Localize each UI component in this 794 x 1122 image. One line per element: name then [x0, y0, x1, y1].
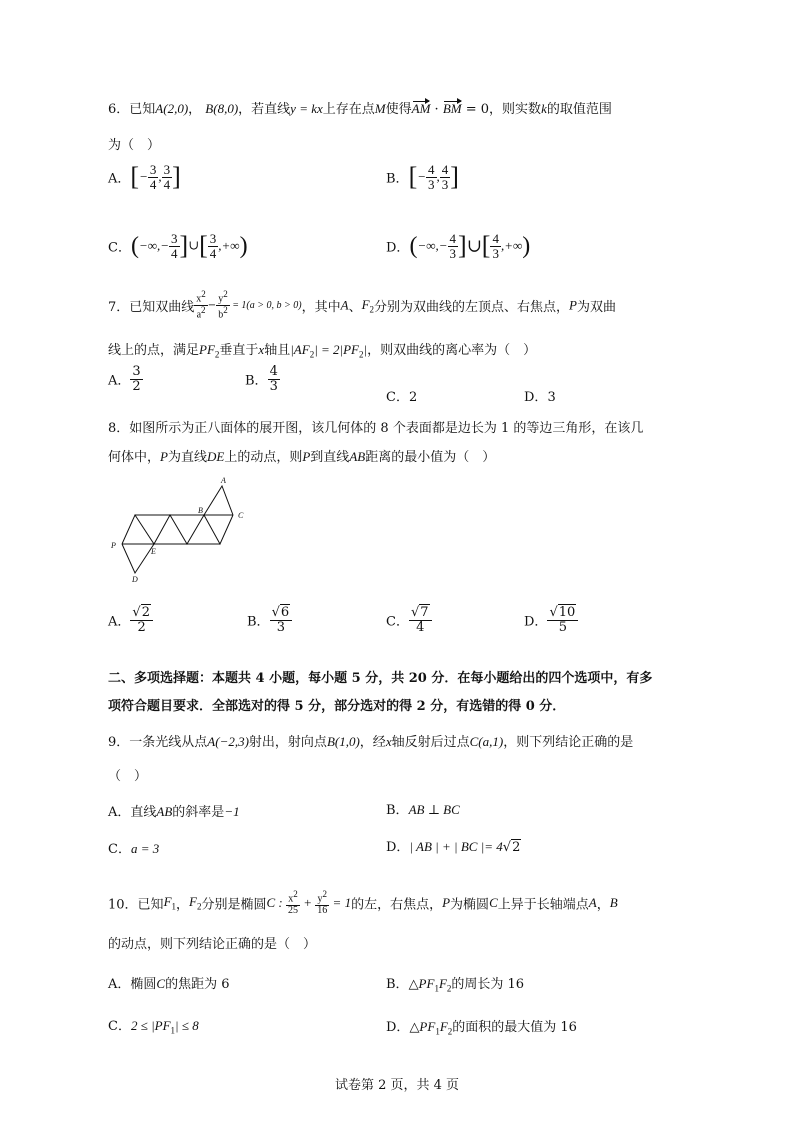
q6-opt-a-label: A． — [108, 171, 131, 187]
q10-colon: : — [275, 895, 287, 911]
paren-open-icon: ( — [130, 233, 139, 260]
q10-option-d[interactable] — [386, 1016, 577, 1037]
q7-opt-b-label: B． — [245, 373, 268, 389]
q8-stem-line1 — [108, 417, 643, 436]
q8-p2: P — [302, 449, 311, 464]
q7-opt-d: 3 — [547, 390, 556, 405]
q8-opt-d-label: D． — [524, 614, 548, 630]
q6-opt-c-union: ∪ — [188, 238, 200, 254]
q6-opt-c-label: C． — [108, 240, 131, 256]
q6-option-d[interactable] — [386, 232, 530, 260]
q6-number: 6． — [108, 102, 130, 117]
q9-option-d[interactable] — [386, 836, 521, 855]
q10-opt-d-tri: $\triangle PF_1F_2$ — [409, 1019, 453, 1037]
q7-cond-eq: = 1(a > 0, b > 0) — [229, 299, 302, 311]
q6-opt-d-comma: , — [435, 238, 439, 254]
q7-x-frac: $\frac{x^2}{a^2}$ — [196, 289, 206, 321]
q9-option-c[interactable] — [108, 838, 159, 857]
q10-opt-a-pre: 椭圆 — [130, 977, 157, 992]
q6-stem-line2: 为（ ） — [108, 138, 161, 153]
fig-label-p: P — [111, 541, 116, 550]
q6-mid1: ，若直线 — [238, 102, 291, 117]
q10-comma: ， — [596, 897, 610, 913]
q6-opt-d-union: ∪ — [466, 235, 482, 257]
q9-mid2: ，经 — [359, 735, 386, 750]
q6-opt-c-posinf: +∞ — [221, 238, 240, 254]
q7-sep: 、 — [348, 299, 362, 315]
q10-number: 10． — [108, 897, 138, 913]
q10-f1: $F_1$ — [163, 894, 177, 912]
q6-opt-c-frac2: $\frac{3}{4}$ — [209, 231, 217, 261]
q6-mid2: 上存在点 — [322, 102, 375, 117]
q10-y-frac: $\frac{y^2}{16}$ — [317, 889, 328, 916]
q8-p: P — [160, 449, 168, 464]
q9-opt-d-pre: | AB | + | BC |= 4 — [409, 839, 503, 854]
fig-label-b: B — [198, 506, 203, 515]
q10-mid3: 为椭圆 — [450, 897, 490, 913]
q6-line: y = kx — [290, 101, 323, 116]
q6-opt-a-comma: , — [158, 169, 162, 185]
q8-mid1: 为直线 — [167, 450, 207, 465]
q6-vec-bm: BM — [442, 101, 462, 116]
q7-opt-b-frac: $\frac{4}{3}$ — [269, 364, 278, 394]
q10-mid4: 上异于长轴端点 — [497, 897, 589, 913]
q8-de: DE — [206, 449, 225, 464]
q6-opt-a-minus: − — [139, 169, 148, 185]
q7-opt-d-label: D． — [524, 390, 548, 405]
q10-pre: 已知 — [137, 897, 164, 913]
q9-opt-a-post: 的斜率是 — [172, 805, 225, 820]
q8-option-c[interactable] — [386, 606, 432, 634]
q10-opt-a-post: 的焦距为 6 — [165, 977, 230, 992]
q9-opt-b-label: B． — [386, 803, 409, 818]
q10-option-b[interactable] — [386, 973, 524, 994]
q8-mid2: 上的动点，则 — [224, 450, 303, 465]
q8-line2-pre: 何体中， — [108, 450, 161, 465]
q6-opt-b-minus: − — [417, 169, 427, 185]
q7-stem-line1: 7．已知双曲线 $\frac{x^2}{a^2}$ − $\frac{y^2}{b^2}$ = 1(a > 0, b > 0)，其中A、$F_2$分别为双曲线的左顶点、右焦点，P为双曲 — [108, 289, 617, 321]
q7-mid1: ，其中 — [301, 299, 341, 315]
q8-option-b[interactable] — [247, 606, 292, 634]
q6-opt-c-minus: − — [160, 238, 170, 254]
q6-point-b: B(8,0) — [205, 101, 239, 116]
q10-stem-line2: 的动点，则下列结论正确的是（ ） — [108, 937, 317, 952]
q7-opt-c-label: C． — [386, 390, 409, 405]
q10-opt-c: $2 \le |PF_1| \le 8$ — [130, 1018, 199, 1036]
q7-opt-a-label: A． — [108, 373, 131, 389]
q7-option-a[interactable] — [108, 365, 143, 393]
fig-label-d: D — [132, 575, 138, 584]
q7-number: 7． — [108, 299, 130, 315]
q8-stem-line2 — [108, 446, 495, 465]
q7-cond: $|AF_2| = 2|PF_2|$ — [290, 342, 368, 360]
q9-option-a[interactable] — [108, 801, 240, 820]
q9-opt-a-label: A． — [108, 805, 131, 820]
q9-option-b[interactable] — [386, 799, 460, 818]
q10-opt-c-label: C． — [108, 1019, 131, 1034]
q9-opt-a-pre: 直线 — [130, 805, 157, 820]
section2-line2: 项符合题目要求．全部选对的得 5 分，部分选对的得 2 分，有选错的得 0 分． — [108, 699, 566, 714]
q9-tail: ，则下列结论正确的是 — [503, 735, 634, 750]
q8-mid3: 到直线 — [310, 450, 350, 465]
q8-opt-a-frac: $\frac{√2}{2}$ — [130, 606, 153, 634]
q9-opt-d-sqrt: √2 — [502, 840, 521, 855]
q7-opt-c: 2 — [408, 390, 418, 405]
q7-f2: $F_2$ — [361, 296, 375, 315]
q7-line2-pre: 线上的点，满足 — [108, 343, 200, 358]
bracket-close-icon: ] — [172, 162, 181, 192]
q7-opt-a-frac: $\frac{3}{2}$ — [132, 364, 141, 394]
q9-opt-d-label: D． — [386, 840, 410, 855]
q10-x-frac: $\frac{x^2}{25}$ — [288, 889, 299, 916]
q6-tail: 的取值范围 — [546, 102, 612, 117]
q6-eq0: = 0 — [461, 102, 490, 117]
q7-option-d[interactable] — [524, 386, 556, 405]
q6-mid4: ，则实数 — [489, 102, 542, 117]
q6-opt-b-frac2: $\frac{4}{3}$ — [441, 162, 449, 192]
q6-opt-d-minus: − — [438, 238, 448, 254]
q10-option-c[interactable] — [108, 1015, 199, 1036]
q10-plus: + — [300, 895, 316, 911]
q7-mid2: 分别为双曲线的左顶点、右焦点， — [374, 299, 570, 315]
q6-opt-a-frac2: $\frac{3}{4}$ — [163, 162, 171, 192]
q10-opt-a-label: A． — [108, 977, 131, 992]
q9-opt-c: a = 3 — [130, 841, 160, 856]
paren-close-icon: ) — [522, 233, 531, 260]
q10-stem-line1 — [108, 890, 618, 916]
q10-opt-a-c: C — [156, 976, 166, 991]
fig-label-c: C — [238, 511, 244, 520]
q10-a: A — [588, 895, 597, 911]
fig-label-e: E — [151, 547, 156, 556]
bracket-open-icon: [ — [408, 162, 418, 192]
bracket-close-icon: ] — [450, 162, 459, 192]
q6-opt-d-frac1: $\frac{4}{3}$ — [449, 231, 457, 261]
q10-c: C — [266, 895, 276, 911]
q8-line1: 如图所示为正八面体的展开图，该几何体的 8 个表面都是边长为 1 的等边三角形，在该几 — [129, 421, 644, 436]
q8-tail: 距离的最小值为（ ） — [365, 450, 496, 465]
q9-opt-a-ab: AB — [156, 804, 173, 819]
q7-axis: 轴且 — [264, 343, 291, 358]
q10-opt-b-post: 的周长为 16 — [451, 977, 525, 992]
paren-close-icon: ) — [239, 233, 248, 260]
q7-x: x — [258, 342, 265, 357]
q6-dot: · — [430, 102, 443, 117]
q10-f2: $F_2$ — [189, 894, 202, 912]
q9-point-c: C(a,1) — [469, 734, 504, 749]
q8-number: 8． — [108, 421, 130, 436]
paren-open-icon: ( — [409, 233, 418, 260]
q7-option-c[interactable] — [386, 386, 417, 405]
q9-mid1: 射出，射向点 — [248, 735, 327, 750]
q7-tail: ，则双曲线的离心率为（ ） — [367, 343, 537, 358]
q10-c2: C — [489, 895, 498, 911]
q6-opt-d-neginf: −∞ — [417, 238, 436, 254]
q10-opt-d-label: D． — [386, 1020, 410, 1035]
q9-number: 9． — [108, 735, 130, 750]
q10-opt-d-post: 的面积的最大值为 16 — [452, 1020, 577, 1035]
q9-opt-a-val: −1 — [224, 804, 240, 819]
q7-p: P — [569, 297, 577, 313]
section2-line1: 二、多项选择题：本题共 4 小题，每小题 5 分，共 20 分．在每小题给出的四个选项中，有多 — [108, 671, 653, 686]
q8-opt-a-label: A． — [108, 614, 131, 630]
q9-point-a: A(−2,3) — [207, 734, 249, 749]
q10-mid1: 分别是椭圆 — [201, 897, 267, 913]
q6-opt-b-comma: , — [436, 169, 440, 185]
q7-y-frac: $\frac{y^2}{b^2}$ — [218, 289, 228, 321]
q6-pre: 已知 — [129, 102, 156, 117]
q6-k: k — [541, 101, 547, 116]
q6-vec-am: AM — [411, 101, 431, 116]
q6-opt-c-comma2: , — [218, 238, 222, 254]
q6-stem-line1 — [108, 98, 612, 117]
bracket-open-icon: [ — [130, 162, 140, 192]
q6-option-a[interactable] — [108, 163, 181, 191]
q9-point-b: B(1,0) — [326, 734, 360, 749]
q6-opt-d-label: D． — [386, 240, 410, 256]
q8-option-a[interactable] — [108, 606, 153, 634]
q7-a: A — [340, 297, 349, 313]
q9-pre: 一条光线从点 — [129, 735, 208, 750]
q7-stem-line2 — [108, 339, 536, 360]
page-footer: 试卷第 2 页，共 4 页 — [334, 1078, 460, 1093]
q6-opt-d-posinf: +∞ — [504, 238, 523, 254]
q7-mid3: 为双曲 — [577, 299, 617, 315]
bracket-open-icon: [ — [481, 231, 491, 261]
q10-sep: ， — [176, 897, 190, 913]
bracket-close-icon: ] — [458, 231, 467, 261]
q6-opt-d-frac2: $\frac{4}{3}$ — [492, 231, 499, 261]
q10-p: P — [442, 895, 451, 911]
q8-opt-d-frac: $\frac{√10}{5}$ — [547, 606, 578, 634]
q9-x: x — [385, 734, 392, 749]
q8-ab: AB — [349, 449, 366, 464]
q8-option-d[interactable] — [524, 606, 578, 634]
q8-opt-c-frac: $\frac{√7}{4}$ — [409, 606, 432, 634]
q10-mid2: 的左，右焦点， — [351, 897, 443, 913]
q6-opt-c-neginf: −∞ — [138, 238, 157, 254]
q6-opt-b-label: B． — [386, 171, 409, 187]
q8-opt-c-label: C． — [386, 614, 409, 630]
q7-pre: 已知双曲线 — [129, 299, 195, 315]
q6-opt-c-frac1: $\frac{3}{4}$ — [171, 231, 178, 261]
q6-opt-a-frac1: $\frac{3}{4}$ — [149, 162, 157, 192]
q8-opt-b-label: B． — [247, 614, 270, 630]
fig-label-a: A — [221, 476, 226, 485]
q6-m: M — [374, 101, 386, 116]
q7-option-b[interactable] — [245, 365, 280, 393]
q9-stem-line2: （ ） — [108, 769, 148, 784]
q10-opt-b-label: B． — [386, 977, 409, 992]
bracket-open-icon: [ — [199, 231, 208, 261]
q8-opt-b-frac: $\frac{√6}{3}$ — [270, 606, 293, 634]
q6-option-b[interactable] — [386, 163, 459, 191]
q7-perp: 垂直于 — [219, 343, 259, 358]
octahedron-net-figure — [108, 472, 258, 587]
q6-option-c[interactable] — [108, 232, 248, 260]
q9-opt-b: AB ⊥ BC — [408, 802, 460, 817]
bracket-close-icon: ] — [179, 231, 189, 261]
q6-text-sep: ， — [188, 102, 206, 117]
q9-mid3: 轴反射后过点 — [391, 735, 470, 750]
q6-opt-d-comma2: , — [500, 238, 505, 254]
q6-opt-c-comma: , — [157, 238, 161, 254]
q10-b: B — [609, 895, 618, 911]
q10-opt-b-tri: $\triangle PF_1F_2$ — [408, 976, 452, 994]
q7-pf2: $PF_2$ — [199, 342, 220, 360]
q6-opt-b-frac1: $\frac{4}{3}$ — [428, 162, 435, 192]
q9-opt-c-label: C． — [108, 842, 131, 857]
q6-mid3: 使得 — [385, 102, 412, 117]
q9-stem-line1 — [108, 731, 633, 750]
q6-point-a: A(2,0) — [155, 101, 189, 116]
q10-option-a[interactable] — [108, 973, 229, 992]
q10-eq1: = 1 — [329, 895, 352, 911]
